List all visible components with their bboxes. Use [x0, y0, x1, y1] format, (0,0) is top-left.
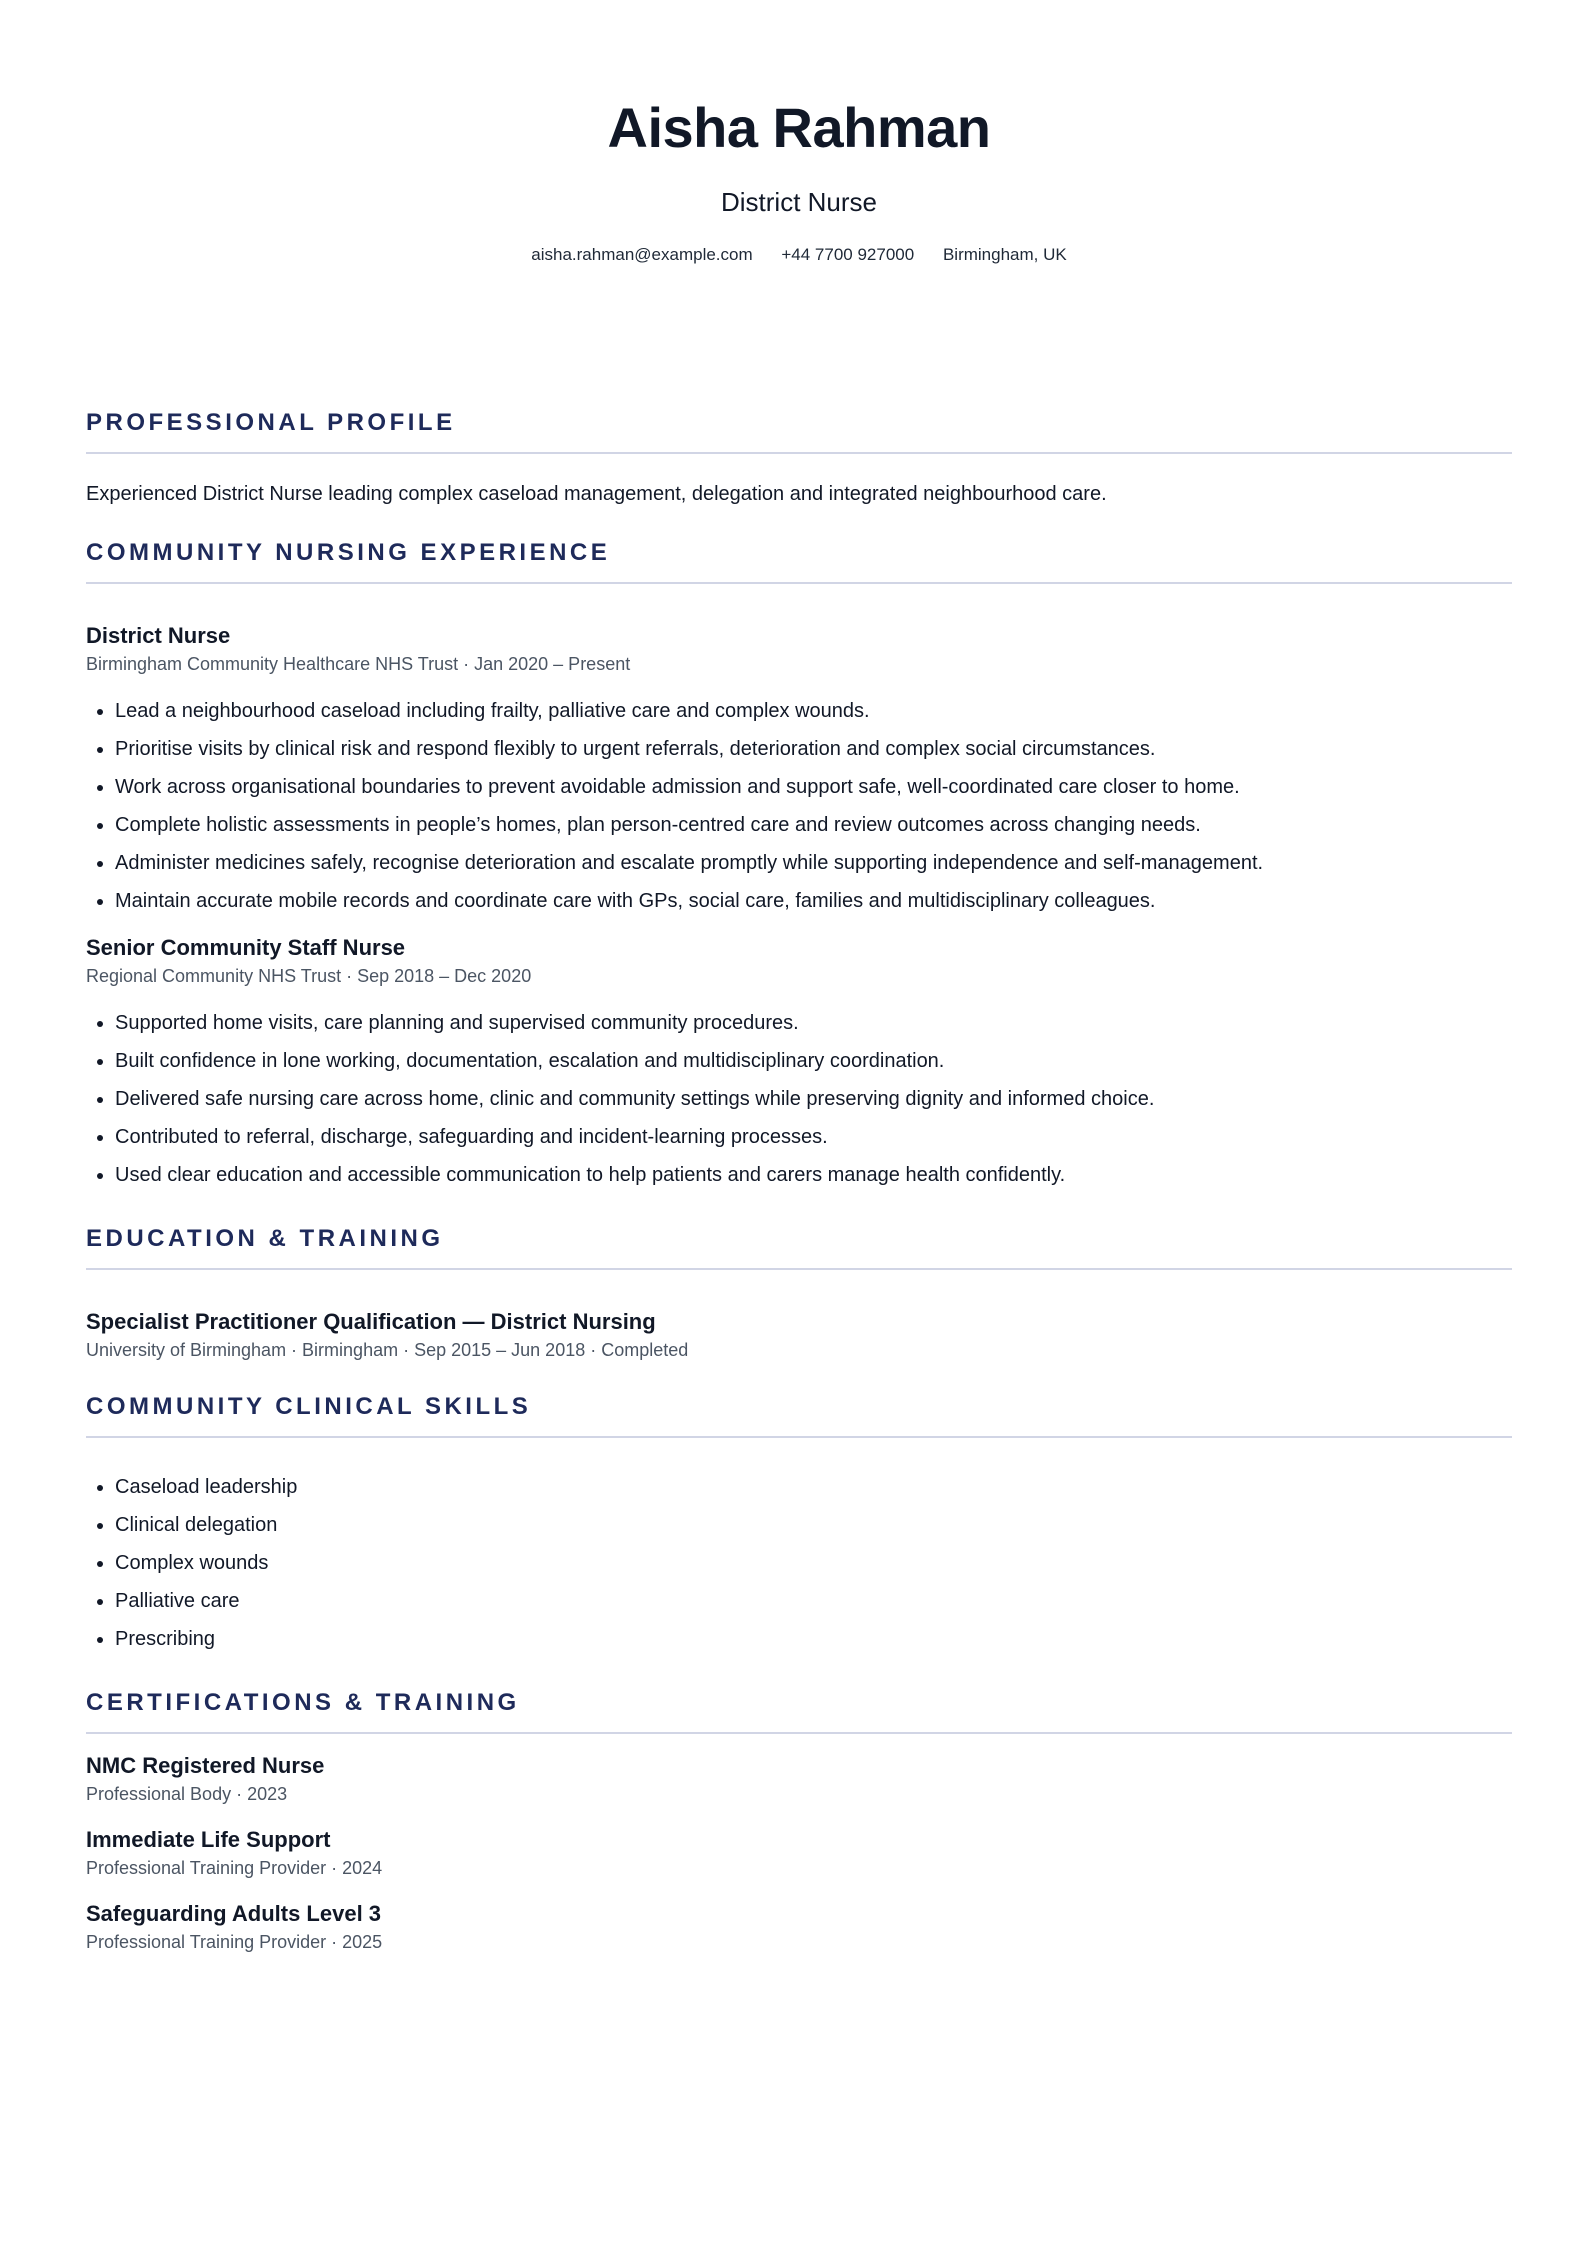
list-item: • Prescribing	[115, 1620, 1512, 1658]
list-item: • Clinical delegation	[115, 1506, 1512, 1544]
section-certifications	[86, 1688, 1512, 1954]
list-item: • Administer medicines safely, recognise deterioration and escalate promptly while supporting independence and self-management.	[115, 844, 1512, 882]
list-item: • Delivered safe nursing care across home, clinic and community settings while preserving dignity and informed choice.	[115, 1080, 1512, 1118]
resume-page	[86, 0, 1512, 1954]
list-item: • Complex wounds	[115, 1544, 1512, 1582]
certification-meta: Professional Body · 2023	[86, 1784, 288, 1804]
job-meta: Regional Community NHS Trust · Sep 2018 – Dec 2020	[86, 966, 532, 986]
list-item: • Maintain accurate mobile records and coordinate care with GPs, social care, families and multidisciplinary colleagues.	[115, 882, 1512, 920]
job-meta: Birmingham Community Healthcare NHS Trust · Jan 2020 – Present	[86, 654, 631, 674]
section-heading-skills: COMMUNITY CLINICAL SKILLS	[86, 1392, 1512, 1438]
education-meta: University of Birmingham · Birmingham · Sep 2015 – Jun 2018 · Completed	[86, 1340, 689, 1360]
education-title: Specialist Practitioner Qualification — District Nursing	[86, 1309, 656, 1334]
section-profile	[86, 408, 1512, 508]
contact-email[interactable]: aisha.rahman@example.com	[531, 245, 753, 264]
section-skills	[86, 1392, 1512, 1658]
list-item: • Lead a neighbourhood caseload including frailty, palliative care and complex wounds.	[115, 692, 1512, 730]
education-entry	[86, 1308, 1512, 1362]
contact-phone[interactable]: +44 7700 927000	[781, 245, 915, 264]
certification-meta: Professional Training Provider · 2025	[86, 1932, 383, 1952]
list-item: • Palliative care	[115, 1582, 1512, 1620]
list-item: • Built confidence in lone working, documentation, escalation and multidisciplinary coordination.	[115, 1042, 1512, 1080]
list-item: • Prioritise visits by clinical risk and respond flexibly to urgent referrals, deterioration and complex social circumstances.	[115, 730, 1512, 768]
certification-entry	[86, 1900, 1512, 1954]
section-heading-education: EDUCATION & TRAINING	[86, 1224, 1512, 1270]
section-education	[86, 1224, 1512, 1362]
certification-title: NMC Registered Nurse	[86, 1753, 325, 1778]
list-item: • Supported home visits, care planning and supervised community procedures.	[115, 1004, 1512, 1042]
list-item: • Caseload leadership	[115, 1468, 1512, 1506]
skills-list	[86, 1468, 1512, 1658]
job-title: Senior Community Staff Nurse	[86, 935, 406, 960]
resume-header	[86, 0, 1512, 266]
job-bullets	[86, 692, 1512, 920]
certification-title: Safeguarding Adults Level 3	[86, 1901, 382, 1926]
list-item: • Complete holistic assessments in people’s homes, plan person-centred care and review outcomes across changing needs.	[115, 806, 1512, 844]
job-title: District Nurse	[86, 623, 231, 648]
list-item: • Contributed to referral, discharge, safeguarding and incident-learning processes.	[115, 1118, 1512, 1156]
job-entry	[86, 934, 1512, 1194]
contact-location: Birmingham, UK	[942, 245, 1067, 264]
candidate-title: District Nurse	[720, 187, 877, 217]
contact-line	[86, 244, 1512, 266]
section-experience	[86, 538, 1512, 1194]
list-item: • Used clear education and accessible communication to help patients and carers manage health confidently.	[115, 1156, 1512, 1194]
job-entry	[86, 622, 1512, 920]
certification-entry	[86, 1752, 1512, 1806]
certification-meta: Professional Training Provider · 2024	[86, 1858, 383, 1878]
section-heading-experience: COMMUNITY NURSING EXPERIENCE	[86, 538, 1512, 584]
section-heading-certifications: CERTIFICATIONS & TRAINING	[86, 1688, 1512, 1734]
section-heading-profile: PROFESSIONAL PROFILE	[86, 408, 1512, 454]
list-item: • Work across organisational boundaries to prevent avoidable admission and support safe, well-coordinated care closer to home.	[115, 768, 1512, 806]
candidate-name: Aisha Rahman	[607, 96, 991, 159]
job-bullets	[86, 1004, 1512, 1194]
certification-entry	[86, 1826, 1512, 1880]
profile-summary: Experienced District Nurse leading complex caseload management, delegation and integrated neighbourhood care.	[86, 483, 1107, 505]
certification-title: Immediate Life Support	[86, 1827, 331, 1852]
